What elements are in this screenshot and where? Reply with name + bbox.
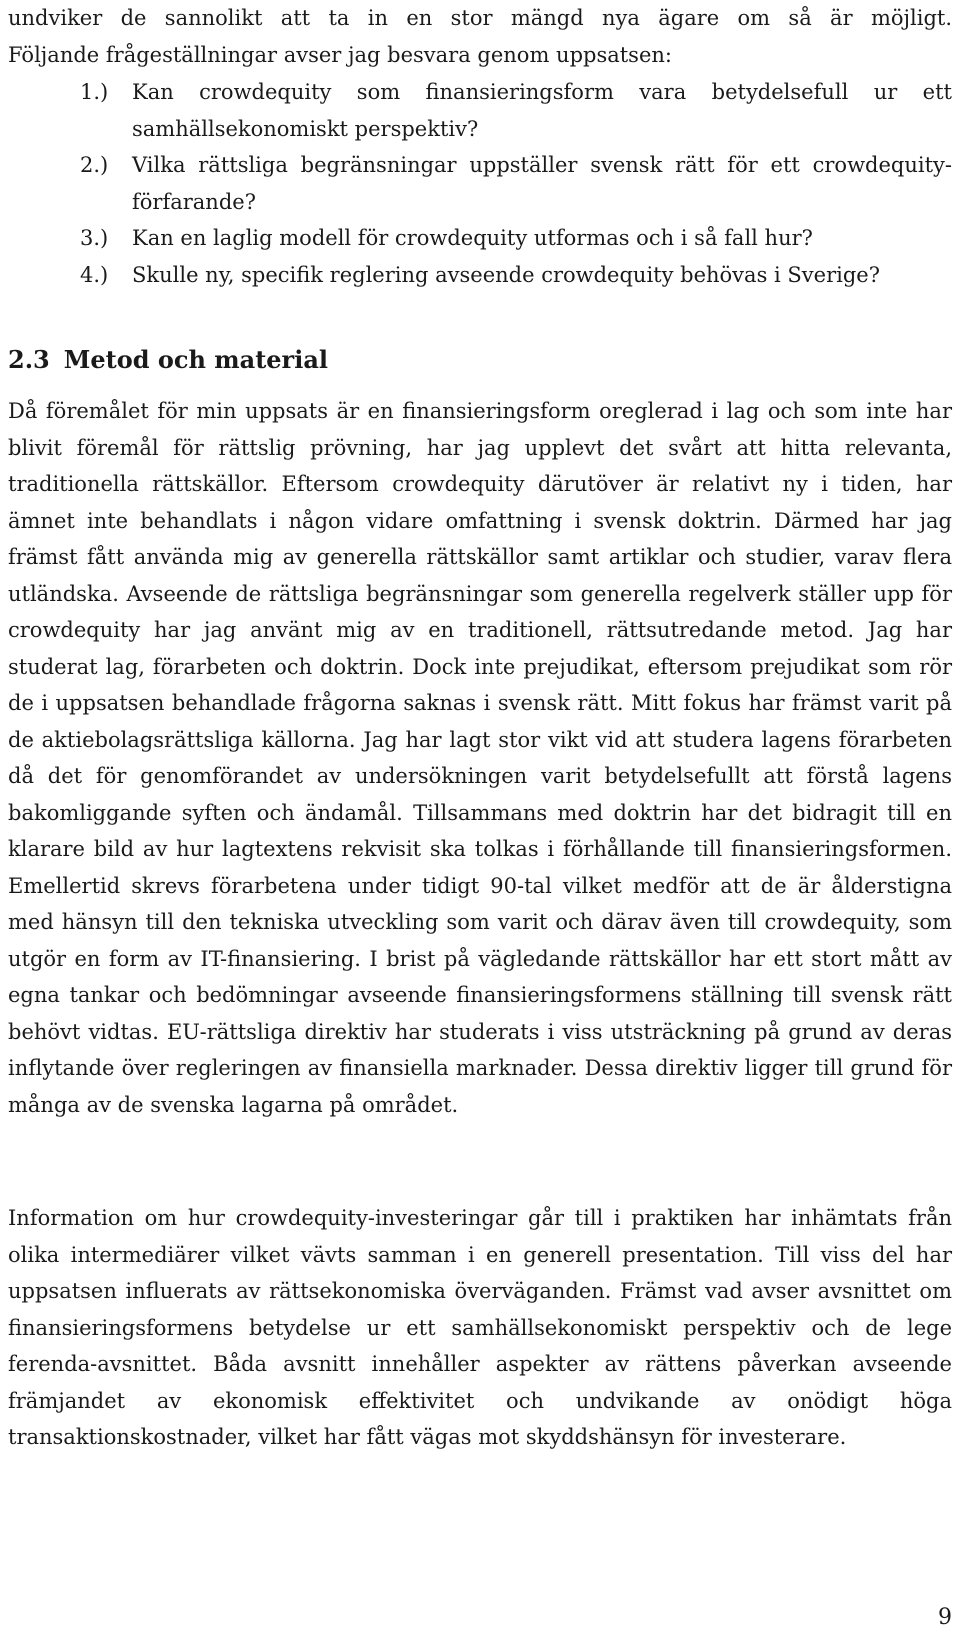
intro-line-2: Följande frågeställningar avser jag besvara genom uppsatsen: bbox=[8, 42, 672, 67]
research-question bbox=[80, 220, 952, 257]
research-questions-list bbox=[80, 74, 952, 293]
section-title: Metod och material bbox=[63, 345, 328, 374]
question-number: 2.) bbox=[80, 153, 109, 177]
body-paragraph: Då föremålet för min uppsats är en finansieringsform oreglerad i lag och som inte har blivit föremål för rättslig prövning, har jag upplevt det svårt att hitta relevanta, traditionella rättskällor. Eftersom crowdequity därutöver är relativt ny i tiden, har ämnet inte behandlats i någon vidare omfattning i svensk doktrin. Därmed har jag främst fått använda mig av generella rättskällor samt artiklar och studier, varav flera utländska. Avseende de rättsliga begränsningar som generella regelverk ställer upp för crowdequity har jag använt mig av en traditionell, rättsutredande metod. Jag har studerat lag, förarbeten och doktrin. Dock inte prejudikat, eftersom prejudikat som rör de i uppsatsen behandlade frågorna saknas i svensk rätt. Mitt fokus har främst varit på de aktiebolagsrättsliga källorna. Jag har lagt stor vikt vid att studera lagens förarbeten då det för genomförandet av undersökningen varit betydelsefullt att förstå lagens bakomliggande syften och ändamål. Tillsammans med doktrin har det bidragit till en klarare bild av hur lagtextens rekvisit ska tolkas i förhållande till finansieringsformen. Emellertid skrevs förarbetena under tidigt 90-tal vilket medför att de är ålderstigna med hänsyn till den tekniska utveckling som varit och därav även till crowdequity, som utgör en form av IT-finansiering. I brist på vägledande rättskällor har ett stort mått av egna tankar och bedömningar avseende finansieringsformens ställning till svensk rätt behövt vidtas. EU-rättsliga direktiv har studerats i viss utsträckning på grund av deras inflytande över regleringen av finansiella marknader. Dessa direktiv ligger till grund för många av de svenska lagarna på området. bbox=[8, 399, 952, 1117]
research-question bbox=[80, 257, 952, 294]
body-paragraph: Information om hur crowdequity-investeringar går till i praktiken har inhämtats från olika intermediärer vilket vävts samman i en generell presentation. Till viss del har uppsatsen influerats av rättsekonomiska överväganden. Främst vad avser avsnittet om finansieringsformens betydelse ur ett samhällsekonomiskt perspektiv och de lege ferenda-avsnittet. Båda avsnitt innehåller aspekter av rättens påverkan avseende främjandet av ekonomisk effektivitet och undvikande av onödigt höga transaktionskostnader, vilket har fått vägas mot skyddshänsyn för investerare. bbox=[8, 1206, 952, 1449]
intro-line-1: undviker de sannolikt att ta in en stor mängd nya ägare om så är möjligt. bbox=[8, 6, 952, 30]
research-question bbox=[80, 74, 952, 147]
question-text: Kan crowdequity som finansieringsform vara betydelsefull ur ett samhällsekonomiskt perspektiv? bbox=[132, 80, 952, 141]
page-number: 9 bbox=[938, 1605, 952, 1630]
question-number: 4.) bbox=[80, 262, 109, 287]
question-text: Skulle ny, specifik reglering avseende crowdequity behövas i Sverige? bbox=[132, 262, 880, 287]
question-number: 3.) bbox=[80, 226, 109, 250]
question-text: Kan en laglig modell för crowdequity utformas och i så fall hur? bbox=[132, 226, 813, 250]
question-number: 1.) bbox=[80, 80, 109, 104]
intro-text bbox=[8, 0, 952, 73]
question-text: Vilka rättsliga begränsningar uppställer svensk rätt för ett crowdequity-förfarande? bbox=[132, 153, 952, 214]
research-question bbox=[80, 147, 952, 220]
section-number: 2.3 bbox=[8, 345, 50, 374]
section-heading bbox=[8, 342, 328, 378]
